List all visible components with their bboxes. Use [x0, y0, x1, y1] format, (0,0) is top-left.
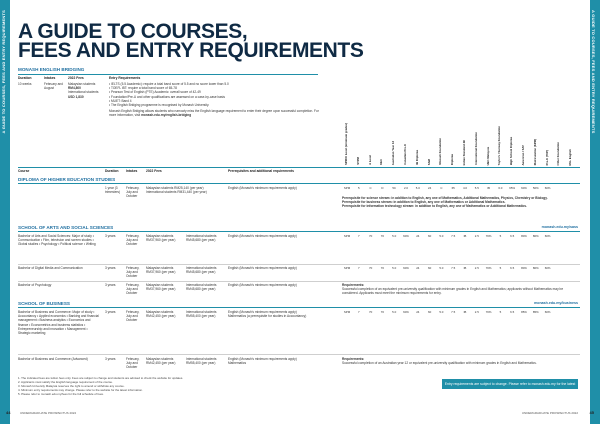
grade-cell: 60%: [544, 310, 551, 314]
prereq-line: Mathematics: [228, 361, 247, 366]
note-line: Prerequisite for business stream: in addition to English, any one of Mathematics or Additional Mathematics.: [342, 200, 506, 205]
grade-cell: 60%: [403, 234, 409, 238]
row-prereq: English (Monash's minimum requirements apply): [228, 283, 297, 287]
column-header: [472, 125, 482, 165]
grade-cell: 60: [427, 266, 432, 270]
column-header-label: Indian Standard XII: [462, 139, 466, 165]
row-intakes: February, July and October: [126, 266, 140, 279]
row-prereq: [228, 310, 338, 318]
grade-cell: 85%: [532, 310, 539, 314]
me-col-entry: Entry Requirements: [109, 76, 141, 80]
me-entry-line: • Foundation/Pre-U and other qualifications are assessed on a case-by-case basis: [109, 94, 225, 99]
grade-cell: 65: [451, 186, 455, 190]
grade-cell: C: [440, 186, 443, 190]
column-header-label: Min. English: [568, 148, 573, 165]
footnote: 4. Minimum entry requirements may change. Please refer to the website for the latest information.: [18, 387, 143, 392]
me-entry-list: [109, 82, 319, 118]
grade-cell: 60%: [403, 310, 409, 314]
page-number-left: 44: [6, 410, 11, 415]
me-fee2-value: USD 1,830: [68, 94, 84, 99]
grade-cell: 5: [499, 310, 502, 314]
title-line-2: FEES AND ENTRY REQUIREMENTS: [18, 39, 364, 62]
me-paragraph: [109, 109, 319, 117]
page: [18, 0, 580, 424]
side-tab-label: A GUIDE TO COURSES, FEES AND ENTRY REQUIREMENTS: [1, 10, 6, 134]
footnote: 5. Please refer to monash.edu.my/fees for the full schedule of fees.: [18, 391, 104, 396]
req-title: Requirements:: [342, 357, 365, 361]
row-requirements: [342, 357, 578, 365]
row-prereq: [228, 357, 338, 365]
column-header-label: Matriculation (KPM): [532, 138, 537, 165]
entry-requirements-banner[interactable]: Entry requirements are subject to change. Please refer to monash.edu.my for the latest updates: [442, 379, 578, 389]
footnotes: [18, 377, 398, 397]
row-prereq: English (Monash's minimum requirements apply): [228, 186, 297, 190]
grade-cell: 70: [380, 234, 384, 238]
section-rule: [18, 231, 580, 232]
footer-right: UNDERGRADUATE PROSPECTUS 2022: [521, 411, 578, 415]
column-header-label: Canadian Pre-U: [403, 144, 407, 165]
grade-cell: 70%: [485, 310, 492, 314]
grade-cell: 70: [368, 310, 373, 314]
me-entry-line: • TOEFL iBT: require a total band score of 65-78: [109, 86, 177, 91]
column-header: [448, 125, 458, 165]
row-fees-intl: International students RM45,680 (per year): [186, 234, 217, 243]
th-duration: Duration: [105, 169, 119, 173]
column-header: [377, 125, 387, 165]
th-course: Course: [18, 169, 30, 173]
row-fees: Malaysian students RM37,960 (per year): [146, 234, 176, 243]
column-header-label: Other Foundation: [556, 141, 561, 165]
column-header: [342, 125, 352, 165]
diploma-notes: [342, 196, 578, 209]
row-intakes: February, July and October: [126, 283, 140, 296]
row-intakes: February, July and October: [126, 357, 140, 370]
title-line-1: A GUIDE TO COURSES,: [18, 20, 248, 43]
me-fee2-label: International students: [68, 90, 99, 95]
column-header: [519, 125, 529, 165]
grade-cell: 5: [499, 234, 502, 238]
row-divider: [18, 281, 580, 282]
grade-cell: 70: [368, 266, 373, 270]
grade-cell: 60%: [403, 266, 409, 270]
row-fees-intl: International students RM55,400 (per year): [186, 310, 217, 319]
grade-cell: IB: [463, 234, 467, 238]
section-title: SCHOOL OF ARTS AND SOCIAL SCIENCES: [18, 225, 114, 230]
row-course: Bachelor of Digital Media and Communication: [18, 266, 83, 270]
row-intakes: February, July and October: [126, 186, 140, 199]
grade-cell: 5: [357, 186, 360, 190]
grade-cell: IB: [463, 266, 467, 270]
page-title: [18, 22, 363, 60]
column-header-label: IB Diploma: [414, 150, 419, 165]
section-website-link[interactable]: monash.edu.my/sass: [541, 225, 578, 229]
row-fees-intl: International students RM55,400 (per year): [186, 357, 217, 366]
me-entry-line: • IELTS (5.5 Academic): require a total band score of 5.5 and no score lower than 5.0: [109, 82, 229, 86]
me-entry-line: • MUET: Band 4: [109, 98, 132, 103]
column-header-label: SAM: [426, 158, 431, 165]
grade-cell: 65%: [509, 186, 516, 190]
row-intakes: February, July and October: [126, 310, 140, 323]
grade-cell: 5.0: [439, 266, 444, 270]
row-fees-intl: International students RM45,680 (per year): [186, 283, 217, 292]
grade-cell: 70: [368, 234, 373, 238]
row-divider: [18, 264, 580, 265]
column-header: [354, 125, 364, 165]
section-website-link[interactable]: monash.edu.my/business: [534, 301, 578, 305]
column-header: [413, 125, 423, 165]
row-requirements: [342, 283, 578, 296]
grade-cell: 24: [416, 266, 420, 270]
column-header: [495, 125, 505, 165]
row-course: Bachelor of Business and Commerce: Major of study • Accountancy • Applied economics • Banking and financial management • Business analytics • Economics and finance • Econometrics and business statistics • Entrepreneurship and innovation • Management • Strategic marketing: [18, 310, 99, 336]
me-col-intakes: Intakes: [44, 76, 56, 80]
row-course: Bachelor of Arts and Social Sciences: Major of study • Communication • Film, television and screen studies • Global studies • Psychology • Political science • Writing: [18, 234, 96, 247]
column-header-label: UEC Malaysia: [485, 146, 490, 165]
column-header: [484, 125, 494, 165]
grade-cell: 7.5: [451, 310, 456, 314]
row-duration: 3 years: [105, 234, 116, 238]
me-fee1-value: RM4,800: [68, 86, 81, 91]
grade-cell: 60%: [521, 186, 527, 190]
column-header: [436, 125, 446, 165]
column-header-label: UEC: [379, 159, 384, 165]
grade-cell: 5: [499, 266, 502, 270]
req-text: Successful completion of an equivalent pre-university qualification with minimum grades in English and Mathematics; applicants without Mathematics may be considered. Applicants must meet the minimum requirements for entry.: [342, 287, 564, 296]
grade-cell: 60: [427, 234, 432, 238]
grade-cell: 70: [380, 310, 384, 314]
grade-cell: 24: [427, 186, 432, 190]
row-fees: Malaysian students RM42,450 (per year): [146, 357, 176, 366]
grade-cell: SPM: [343, 266, 351, 270]
note-line: Prerequisite for science stream: in addition to English, any one of Mathematics, Additional Mathematics, Physics, Chemistry or Biology.: [342, 196, 548, 200]
grade-cell: IB: [463, 310, 467, 314]
grade-cell: 70%: [485, 234, 492, 238]
row-prereq: English (Monash's minimum requirements apply): [228, 234, 297, 238]
row-prereq: English (Monash's minimum requirements apply): [228, 266, 297, 270]
row-divider: [18, 354, 580, 355]
grade-cell: D: [381, 186, 384, 190]
grade-cell: 80%: [521, 266, 527, 270]
grade-cell: 2.5: [474, 266, 479, 270]
column-header-label: High School Diploma: [509, 136, 514, 165]
grade-cell: 80%: [532, 266, 539, 270]
section-rule: [18, 307, 580, 308]
column-header-label: Australian Year 12: [391, 140, 396, 165]
grade-cell: 50%: [532, 186, 539, 190]
grade-cell: 6.5: [510, 234, 515, 238]
me-col-duration: Duration: [18, 76, 32, 80]
row-course: Bachelor of Business and Commerce (Advanced): [18, 357, 88, 361]
column-header-label: Pre-U (TFP): [544, 149, 549, 165]
column-header-label: Monash Foundation: [438, 138, 443, 165]
grade-cell: 5.5: [474, 186, 479, 190]
column-header: [366, 125, 376, 165]
column-header: [554, 125, 564, 165]
column-header-label: International Foundation: [473, 132, 478, 165]
footer-left: UNDERGRADUATE PROSPECTUS 2022: [20, 411, 77, 415]
row-fees: Malaysian students RM37,960 (per year): [146, 283, 176, 292]
column-header-label: STPM: [355, 157, 360, 165]
grade-cell: 7.5: [451, 266, 456, 270]
grade-cell: SPM: [343, 234, 351, 238]
row-duration: 3 years: [105, 357, 116, 361]
row-duration: 3 years: [105, 310, 116, 314]
column-header-label: American / SAT: [521, 144, 525, 165]
me-col-fees: 2022 Fees: [68, 76, 84, 80]
column-header: [425, 125, 435, 165]
column-header: [460, 125, 470, 165]
me-fee1-label: Malaysian students: [68, 82, 96, 86]
grade-cell: 6.0: [498, 186, 503, 190]
grade-cell: SPM: [343, 310, 351, 314]
grade-cell: 5.0: [415, 186, 420, 190]
grade-cell: 24: [416, 234, 420, 238]
section-rule: [18, 183, 580, 184]
section-title: SCHOOL OF BUSINESS: [18, 301, 70, 306]
grade-cell: 70%: [485, 266, 492, 270]
grade-cell: 2.5: [474, 310, 479, 314]
row-fees: Malaysian students RM25,140 (per year) International students RM31,440 (per year): [146, 186, 207, 195]
grade-cell: 80%: [532, 234, 539, 238]
me-intakes: February and August: [44, 82, 63, 91]
grade-cell: SPM: [343, 186, 351, 190]
grade-cell: C: [369, 186, 372, 190]
footnote: 1. The indicated fees are tuition fees only. Fees are subject to change and students are advised to check the website for updates.: [18, 376, 184, 380]
column-header: [389, 125, 399, 165]
prereq-line: English (Monash's minimum requirements apply): [228, 310, 297, 314]
column-header-label: Taylor's / Sunway Foundation: [497, 125, 502, 165]
grade-cell: 5.0: [439, 234, 444, 238]
row-fees: Malaysian students RM37,960 (per year): [146, 266, 176, 275]
grade-cell: 7: [357, 234, 360, 238]
footnote: 3. Monash University Malaysia reserves the right to amend or withdraw any course.: [18, 383, 125, 388]
grade-cell: 7: [357, 310, 360, 314]
grade-cell: 5.0: [392, 310, 397, 314]
prereq-line: Mathematics (a prerequisite for studies in Accountancy): [228, 314, 307, 319]
row-intakes: February, July and October: [126, 234, 140, 247]
row-fees-intl: International students RM45,680 (per year): [186, 266, 217, 275]
grade-cell: 5.0: [392, 234, 397, 238]
grade-cell: 2.5: [474, 234, 479, 238]
grade-cell: 4.0: [462, 186, 468, 190]
grade-cell: IB: [487, 186, 490, 190]
column-header-label: Diploma: [450, 153, 455, 165]
column-header-label: A Level: [367, 155, 372, 165]
footnote: 2. Applicants must satisfy the English language requirement of the course.: [18, 379, 113, 384]
column-header: [543, 125, 553, 165]
grade-cell: 60%: [544, 266, 551, 270]
me-fees: [68, 82, 104, 99]
me-link[interactable]: monash.edu.my/english-bridging: [141, 113, 192, 118]
me-para-text: Monash English Bridging allows students who narrowly miss the English language requirement to enter their degree upon successful completion. For more information, visit: [109, 109, 319, 118]
th-prereq: Prerequisites and additional requirements: [228, 169, 294, 173]
grade-cell: 6.5: [510, 266, 515, 270]
grade-cell: 60%: [544, 234, 551, 238]
grade-cell: 5.0: [392, 266, 397, 270]
grade-cell: 7: [357, 266, 360, 270]
note-line: Prerequisite for information technology stream: in addition to English, any one of Mathematics or Additional Mathematics.: [342, 204, 527, 209]
grade-cell: 5.0: [439, 310, 444, 314]
grade-cell: 5C: [392, 186, 397, 190]
row-duration: 3 years: [105, 266, 116, 270]
column-header: [531, 125, 541, 165]
grade-cell: 60%: [544, 186, 551, 190]
grade-cell: 70: [380, 266, 384, 270]
row-duration: 1 year (3 trimesters): [105, 186, 121, 195]
th-intakes: Intakes: [126, 169, 138, 173]
grade-cell: 2.0: [403, 186, 409, 190]
row-duration: 3 years: [105, 283, 116, 287]
side-tab-label: A GUIDE TO COURSES, FEES AND ENTRY REQUIREMENTS: [591, 10, 596, 134]
row-course: Bachelor of Psychology: [18, 283, 52, 287]
section-rule: [18, 74, 318, 75]
grade-cell: 85%: [521, 310, 527, 314]
side-tab-left: [0, 0, 10, 424]
me-entry-line: • Pearson Test of English (PTE) Academic: overall score of 42-49: [109, 90, 201, 95]
column-header: [566, 125, 576, 165]
grade-cell: 60: [427, 310, 432, 314]
th-fees: 2022 Fees: [146, 169, 162, 173]
req-text: Successful completion of an Australian year 12 or equivalent pre-university qualification with minimum grades in English and Mathematics.: [342, 361, 537, 366]
row-fees: Malaysian students RM42,450 (per year): [146, 310, 176, 319]
grade-cell: 6.5: [510, 310, 515, 314]
column-header: [507, 125, 517, 165]
column-header-label: SPM/O Level (minimum grades): [344, 123, 348, 165]
side-tab-right: [590, 0, 600, 424]
monash-english-heading: MONASH ENGLISH BRIDGING: [18, 67, 85, 72]
grade-cell: 24: [416, 310, 420, 314]
me-duration: 10 weeks: [18, 82, 32, 86]
table-header-rule: [18, 167, 580, 168]
column-header: [401, 125, 411, 165]
grade-cell: 80%: [521, 234, 527, 238]
req-title: Requirements:: [342, 283, 365, 287]
grade-cell: 7.5: [451, 234, 456, 238]
prereq-line: English (Monash's minimum requirements apply): [228, 357, 297, 361]
me-entry-line: • The English Bridging programme is recognised by Monash University.: [109, 103, 210, 108]
section-title: DIPLOMA OF HIGHER EDUCATION STUDIES: [18, 177, 116, 182]
page-number-right: 45: [589, 410, 594, 415]
